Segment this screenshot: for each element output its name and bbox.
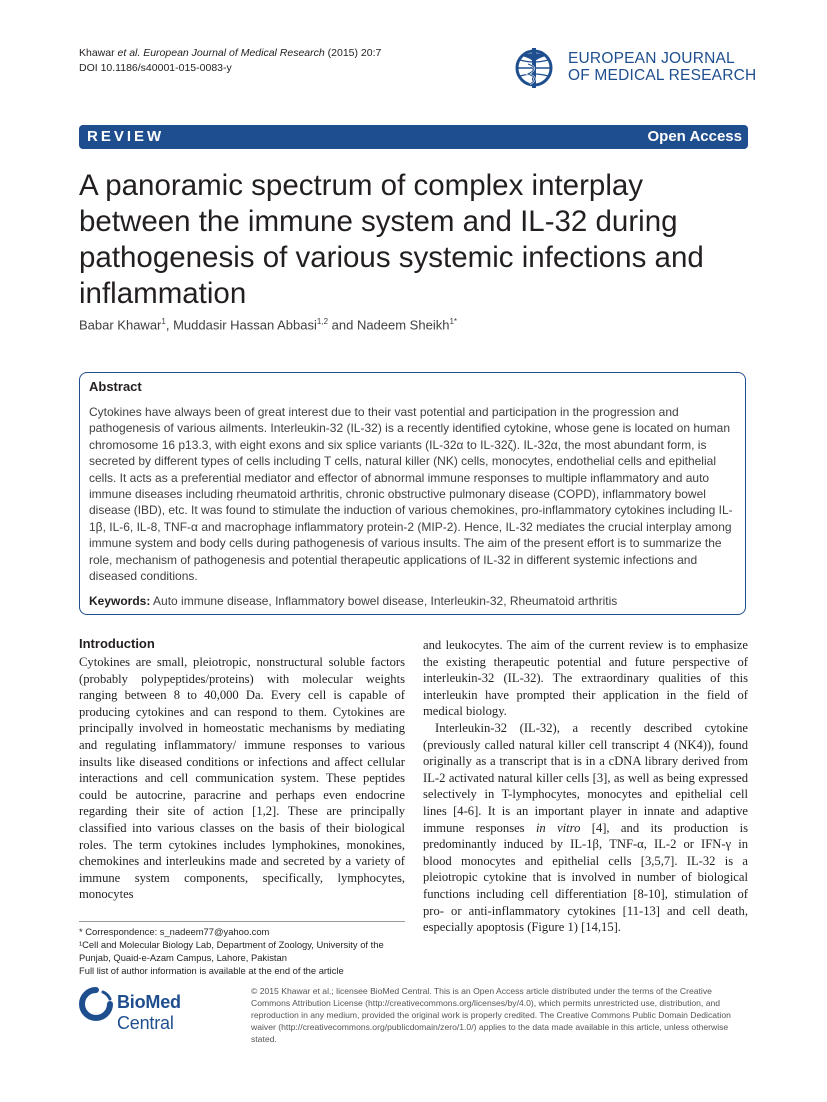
author-affiliation: 1,2: [316, 317, 329, 326]
journal-logo-line1: EUROPEAN JOURNAL: [568, 50, 735, 67]
citation-etal: et al.: [117, 47, 141, 59]
il32-text-italic: in vitro: [535, 820, 581, 835]
citation-block: [79, 46, 381, 76]
article-type: REVIEW: [87, 128, 165, 145]
body-column-left: [79, 654, 405, 903]
intro-paragraph-continued: and leukocytes. The aim of the current review is to emphasize the existing therapeutic potential and future perspective of interleukin-32 (IL-32). The extraordinary qualities of this interleukin have prompted their application in the field of medical biology.: [423, 638, 748, 719]
intro-paragraph: Cytokines are small, pleiotropic, nonstructural soluble factors (probably polypeptides/proteins) with molecular weights ranging between 8 to 40,000 Da. Every cell is capable of producing cytokines and can respond to them. Cytokines are principally involved in homeostatic mechanisms by mediating and regulating inflammatory/ immune responses to various insults like diseased conditions or infections and affect cellular interactions and cell communication system. These peptides could be autocrine, paracrine and perhaps even endocrine regarding their site of action [1,2]. These are principally classified into various classes on the basis of their biological roles. The term cytokines includes lymphokines, monokines, chemokines and interleukins made and secreted by a variety of immune system components, specifically, lymphocytes, monocytes: [79, 655, 405, 902]
affiliation-note: ¹Cell and Molecular Biology Lab, Department of Zoology, University of the Punjab, Quaid-e-Azam Campus, Lahore, Pakistan: [79, 939, 384, 963]
author-separator: ,: [165, 317, 174, 333]
author-name[interactable]: Nadeem Sheikh: [356, 317, 450, 333]
footnote-divider: [79, 921, 405, 922]
biomed-central-ring-icon: [79, 987, 113, 1021]
section-heading-introduction: Introduction: [79, 636, 155, 651]
central-word: Central: [117, 1013, 174, 1033]
citation-journal: European Journal of Medical Research: [140, 47, 325, 59]
il32-text-b: [4], and its production is predominantly induced by IL-1β, TNF-α, IL-2 or IFN-γ in blood monocytes and epithelial cells [3,5,7]. IL-32 is a pleiotropic cytokine that is involved in number of biological functions including cell differentiation [8-10], stimulation of pro- or anti-inflammatory cytokines [11-13] and cell death, especially apoptosis (Figure 1) [14,15].: [423, 820, 749, 935]
author-info-note: Full list of author information is available at the end of the article: [79, 965, 344, 976]
journal-logo-text: [568, 50, 756, 84]
keywords: [89, 594, 617, 608]
article-title: A panoramic spectrum of complex interplay between the immune system and IL-32 during pathogenesis of various systemic infections and inflammation: [79, 169, 704, 310]
author-list: [79, 317, 457, 332]
author-affiliation: 1: [161, 317, 166, 326]
author-name[interactable]: Muddasir Hassan Abbasi: [173, 317, 317, 333]
abstract-box: [79, 372, 746, 615]
journal-logo-line2: OF MEDICAL RESEARCH: [568, 67, 757, 84]
correspondence[interactable]: * Correspondence: s_nadeem77@yahoo.com: [79, 926, 270, 937]
biomed-central-logo[interactable]: [79, 987, 239, 1033]
author-name[interactable]: Babar Khawar: [79, 317, 162, 333]
license-statement: © 2015 Khawar et al.; licensee BioMed Central. This is an Open Access article distributed under the terms of the Creative Commons Attribution License (http://creativecommons.org/licenses/by/4.0), which permits unrestricted use, distribution, and reproduction in any medium, provided the original work is properly credited. The Creative Commons Public Domain Dedication waiver (http://creativecommons.org/publicdomain/zero/1.0/) applies to the data made available in this article, unless otherwise stated.: [251, 986, 731, 1044]
biomed-word: BioMed: [117, 992, 181, 1012]
keywords-label: Keywords:: [89, 594, 151, 608]
doi[interactable]: DOI 10.1186/s40001-015-0083-y: [79, 62, 232, 74]
citation-year: (2015) 20:7: [324, 47, 382, 59]
author-affiliation: 1*: [449, 317, 457, 326]
abstract-heading: Abstract: [89, 379, 142, 394]
journal-logo[interactable]: [508, 46, 758, 90]
biomed-central-wordmark: [117, 992, 239, 1034]
author-separator: and: [328, 317, 357, 333]
footnotes: [79, 925, 409, 977]
body-column-right: [423, 637, 748, 936]
il32-text-a: Interleukin-32 (IL-32), a recently described cytokine (previously called natural killer cell transcript 4 (NK4)), found originally as a transcript that is in a cDNA library derived from IL-2 activated natural killer cells [3], as well as being expressed selectively in T-lymphocytes, monocytes and epithelial cell lines [4-6]. It is an important player in innate and adaptive immune responses: [423, 720, 748, 835]
open-access-label: Open Access: [647, 128, 742, 145]
il32-paragraph: [423, 720, 748, 936]
abstract-text: Cytokines have always been of great interest due to their vast potential and participation in the progression and pathogenesis of various ailments. Interleukin-32 (IL-32) is a recently identified cytokine, whose gene is located on human chromosome 16 p13.3, with eight exons and six splice variants (IL-32α to IL-32ζ). IL-32α, the most abundant form, is secreted by different types of cells including T cells, natural killer (NK) cells, monocytes, endothelial cells and epithelial cells. It acts as a preferential mediator and effector of abnormal immune responses to multiple inflammatory and auto immune diseases including rheumatoid arthritis, chronic obstructive pulmonary disease (COPD), inflammatory bowel disease (IBD), etc. It was found to stimulate the induction of various chemokines, pro-inflammatory cytokines including IL-1β, IL-6, IL-8, TNF-α and macrophage inflammatory protein-2 (MIP-2). Hence, IL-32 mediates the crucial interplay among immune system and body cells during pathogenesis of various insults. The aim of the present effort is to summarize the role, mechanism of pathogenesis and potential therapeutic applications of IL-32 in different systemic infections and diseased conditions.: [89, 405, 733, 584]
citation-line: [79, 46, 381, 61]
citation-authors: Khawar: [79, 47, 118, 59]
keywords-list: Auto immune disease, Inflammatory bowel disease, Interleukin-32, Rheumatoid arthritis: [150, 594, 618, 608]
caduceus-globe-icon: [508, 46, 564, 90]
article-type-banner: [79, 125, 748, 149]
